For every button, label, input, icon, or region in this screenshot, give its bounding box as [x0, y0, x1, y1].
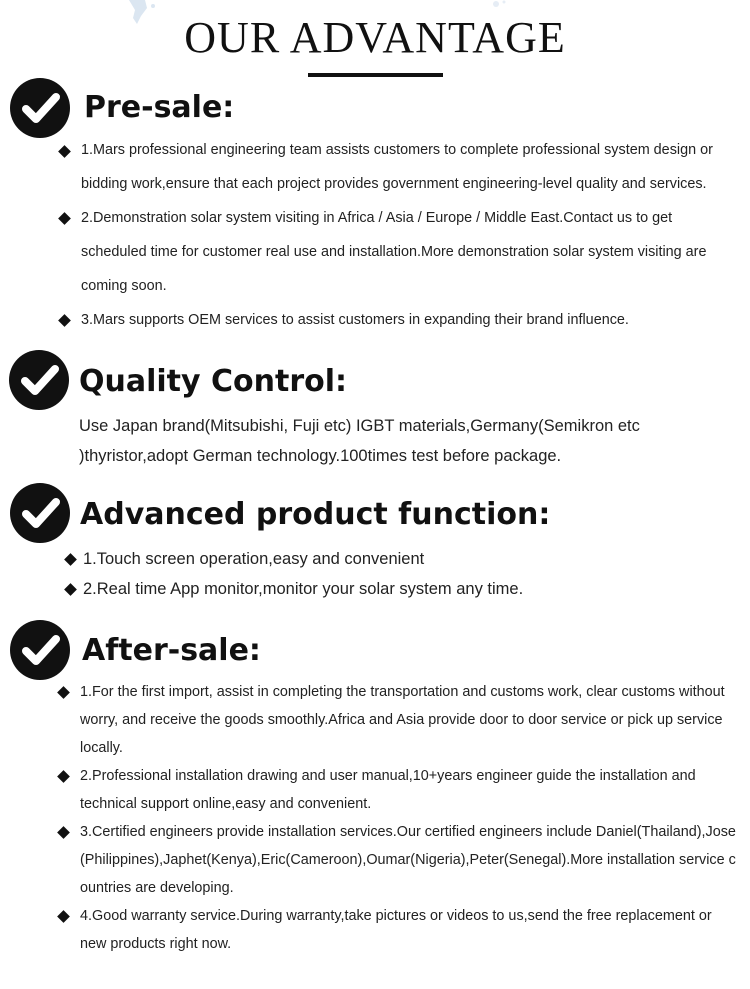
quality-line-1: Use Japan brand(Mitsubishi, Fuji etc) IGBT materials,Germany(Semikron etc — [79, 417, 640, 435]
after-sale-item-1: 1.For the first import, assist in completing the transportation and customs work, clear customs without worry, and receive the goods smoothly.Africa and Asia provide door to door service or pick up service locally. — [80, 684, 725, 756]
pre-sale-item-1: 1.Mars professional engineering team assists customers to complete professional system design or bidding work,ensure that each project provides government engineering-level quality and services. — [81, 142, 713, 192]
paint-splash-right — [490, 0, 510, 12]
function-item-1: 1.Touch screen operation,easy and convenient — [83, 550, 425, 568]
heading-after-sale: After-sale: — [82, 633, 261, 668]
quality-line-2: )thyristor,adopt German technology.100times test before package. — [79, 447, 562, 465]
function-item-2: 2.Real time App monitor,monitor your solar system any time. — [83, 580, 524, 598]
heading-advanced-product-function: Advanced product function: — [80, 497, 551, 532]
diamond-bullet-icon — [58, 145, 71, 158]
diamond-bullet-icon — [58, 314, 71, 327]
diamond-bullet-icon — [57, 686, 70, 699]
diamond-bullet-icon — [64, 553, 77, 566]
checkmark-circle-icon — [10, 483, 70, 543]
pre-sale-item-2: 2.Demonstration solar system visiting in Africa / Asia / Europe / Middle East.Contact us to get scheduled time for customer real use and installation.More demonstration solar system visiting are coming soon. — [81, 210, 707, 294]
after-sale-item-2: 2.Professional installation drawing and user manual,10+years engineer guide the installation and technical support online,easy and convenient. — [80, 768, 696, 812]
heading-quality-control: Quality Control: — [79, 364, 348, 399]
title-underline — [308, 73, 443, 77]
diamond-bullet-icon — [64, 583, 77, 596]
diamond-bullet-icon — [57, 770, 70, 783]
checkmark-circle-icon — [9, 350, 69, 410]
pre-sale-item-3: 3.Mars supports OEM services to assist customers in expanding their brand influence. — [81, 312, 629, 328]
after-sale-item-3: 3.Certified engineers provide installation services.Our certified engineers include Daniel(Thailand),Jose(Philippines),Japhet(Kenya),Eric(Cameroon),Oumar(Nigeria),Peter(Senegal).More installation service countries are developing. — [80, 824, 736, 896]
after-sale-item-4: 4.Good warranty service.During warranty,take pictures or videos to us,send the free replacement or new products right now. — [80, 908, 712, 952]
page-title: OUR ADVANTAGE — [184, 13, 566, 62]
diamond-bullet-icon — [57, 910, 70, 923]
diamond-bullet-icon — [58, 212, 71, 225]
heading-pre-sale: Pre-sale: — [84, 90, 235, 125]
diamond-bullet-icon — [57, 826, 70, 839]
checkmark-circle-icon — [10, 78, 70, 138]
checkmark-circle-icon — [10, 620, 70, 680]
